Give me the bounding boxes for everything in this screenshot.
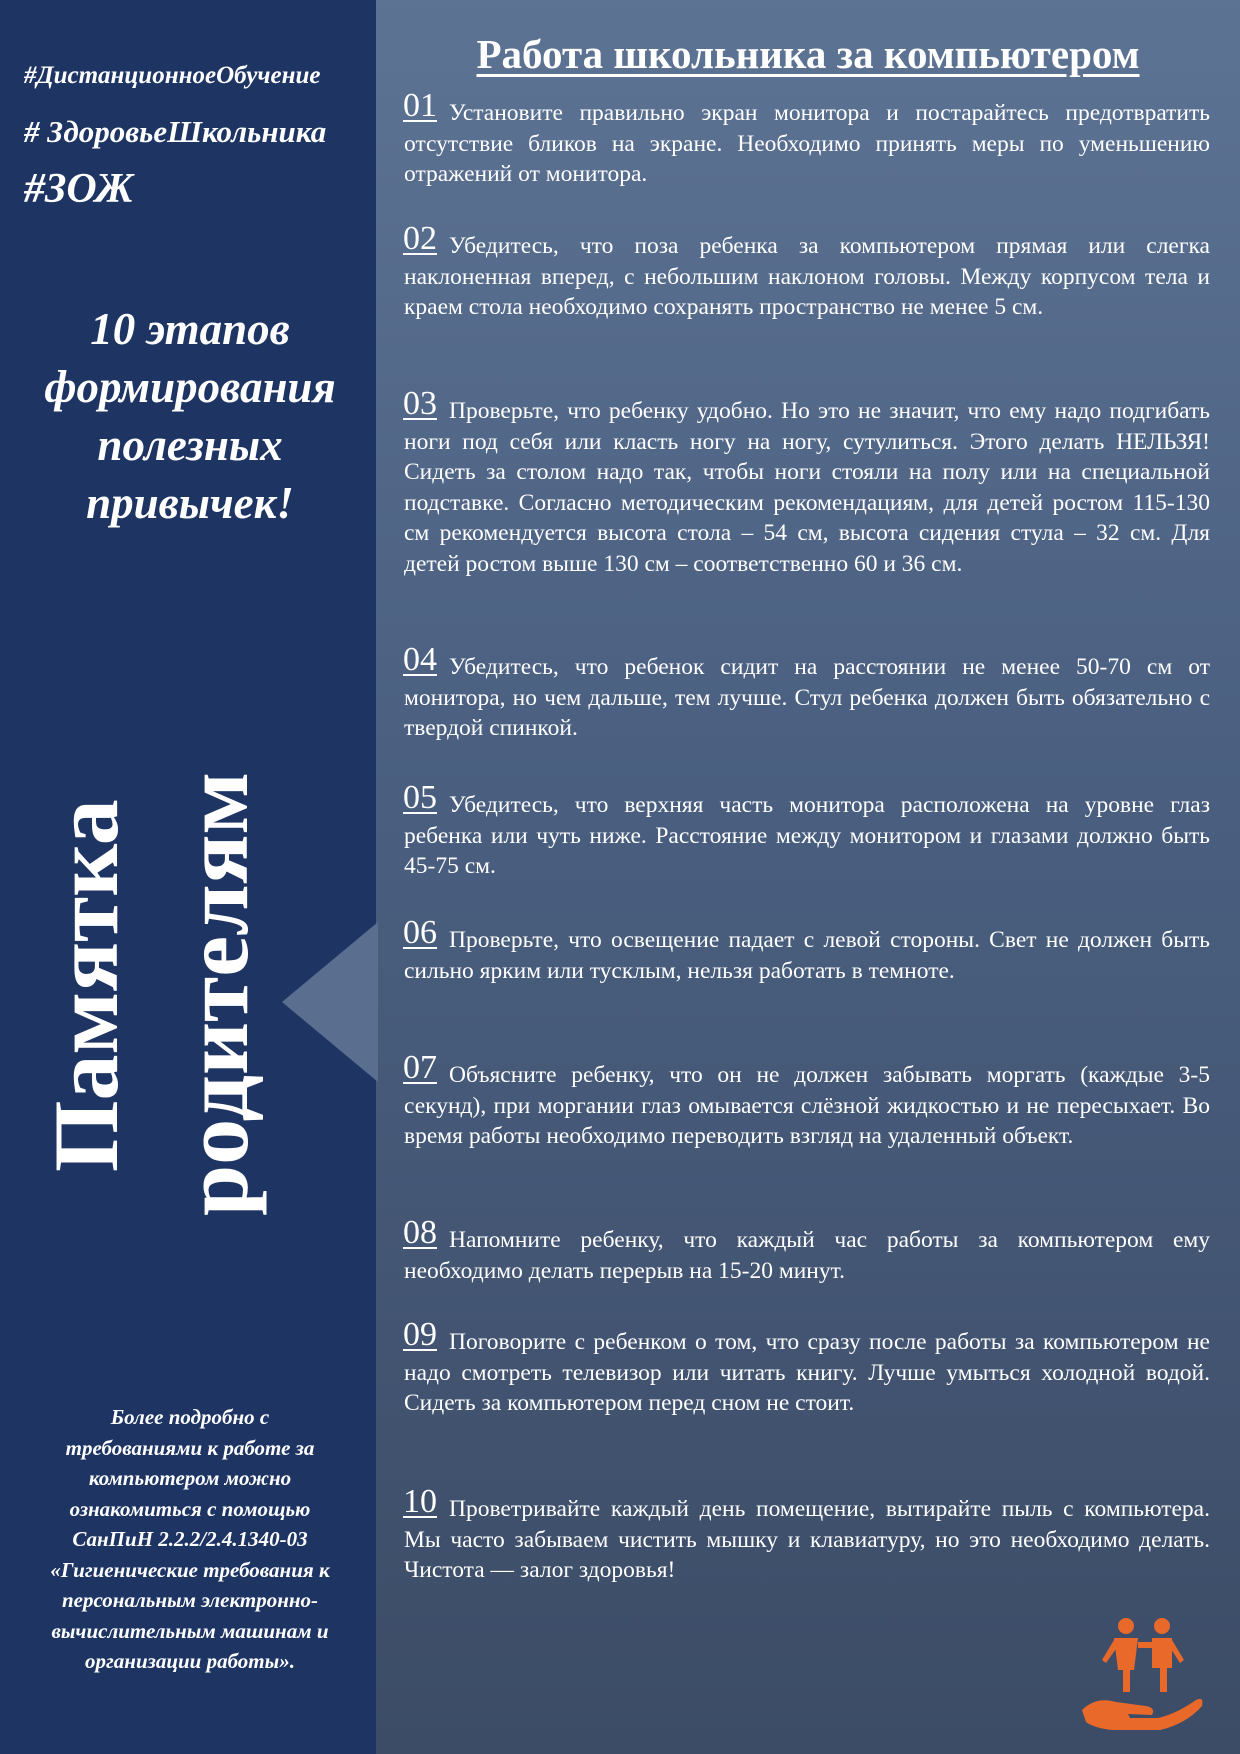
step-number: 03 (403, 385, 437, 422)
children-hand-logo-icon (1076, 1614, 1208, 1734)
stages-line: привычек! (86, 478, 294, 528)
footnote-line: Более подробно с (110, 1405, 270, 1429)
footnote-line: ознакомиться с помощью (69, 1496, 311, 1521)
step-number: 06 (403, 914, 437, 951)
footnote-line: организации работы». (85, 1649, 295, 1673)
step-item-10 (403, 1483, 1210, 1586)
pointer-triangle (282, 922, 378, 1082)
step-number: 10 (403, 1483, 437, 1520)
step-number: 01 (403, 87, 437, 124)
hashtag-remote-learning: #ДистанционноеОбучение (24, 62, 321, 89)
footnote-line: «Гигиенические требования к (50, 1557, 330, 1582)
step-item-09 (403, 1316, 1210, 1419)
step-item-04 (403, 641, 1210, 744)
step-text: Объясните ребенку, что он не должен забывать моргать (каждые 3-5 секунд), при моргании глаз омывается слёзной жидкостью и не пересыхает. Во время работы необходимо переводить взгляд на удаленный объект. (404, 1062, 1210, 1149)
step-item-07 (403, 1049, 1210, 1152)
step-text: Напомните ребенку, что каждый час работы за компьютером ему необходимо делать перерыв на 15-20 минут. (404, 1227, 1210, 1284)
step-text: Поговорите с ребенком о том, что сразу после работы за компьютером не надо смотреть телевизор или читать книгу. Лучше умыться холодной водой. Сидеть за компьютером перед сном не стоит. (404, 1329, 1210, 1416)
step-item-08 (403, 1214, 1210, 1286)
stages-line: формирования (44, 362, 336, 412)
vertical-title-memo: Памятка (35, 799, 137, 1172)
step-text: Проверьте, что освещение падает с левой стороны. Свет не должен быть сильно ярким или тусклым, нельзя работать в темноте. (404, 927, 1210, 984)
step-number: 08 (403, 1214, 437, 1251)
footnote-line: вычислительным машинам и (51, 1618, 329, 1643)
page-title: Работа школьника за компьютером (476, 31, 1140, 77)
step-number: 04 (403, 641, 437, 678)
step-item-05 (403, 779, 1210, 882)
step-text: Проветривайте каждый день помещение, вытирайте пыль с компьютера. Мы часто забываем чистить мышку и клавиатуру, но это необходимо делать. Чистота — залог здоровья! (404, 1496, 1210, 1583)
step-item-06 (403, 914, 1210, 986)
step-number: 05 (403, 779, 437, 816)
stages-heading (12, 300, 368, 532)
footnote-line: персональным электронно- (62, 1588, 318, 1612)
sanpin-footnote (14, 1402, 366, 1677)
step-text: Убедитесь, что верхняя часть монитора расположена на уровне глаз ребенка или чуть ниже. Расстояние между монитором и глазами должно быть 45-75 см. (404, 792, 1210, 879)
sidebar-panel (0, 0, 376, 1754)
step-item-02 (403, 220, 1210, 323)
step-text: Убедитесь, что ребенок сидит на расстоянии не менее 50-70 см от монитора, но чем дальше, тем лучше. Стул ребенка должен быть обязательно с твердой спинкой. (404, 654, 1210, 741)
step-number: 09 (403, 1316, 437, 1353)
step-item-03 (403, 385, 1210, 579)
step-text: Убедитесь, что поза ребенка за компьютером прямая или слегка наклоненная вперед, с небольшим наклоном головы. Между корпусом тела и краем стола необходимо сохранять пространство не менее 5 см. (404, 233, 1210, 320)
footnote-line: требованиями к работе за (65, 1435, 315, 1460)
vertical-title-parents: родителям (165, 771, 267, 1216)
footnote-line: СанПиН 2.2.2/2.4.1340-03 (72, 1527, 308, 1551)
hashtag-healthy-lifestyle: #ЗОЖ (24, 166, 134, 212)
step-text: Проверьте, что ребенку удобно. Но это не значит, что ему надо подгибать ноги под себя или класть ногу на ногу, сутулиться. Этого делать НЕЛЬЗЯ! Сидеть за столом надо так, чтобы ноги стояли на полу или на специальной подставке. Согласно методическим рекомендациям, для детей ростом 115-130 см рекомендуется высота стола – 54 см, высота сидения стула – 32 см. Для детей ростом выше 130 см – соответственно 60 и 36 см. (404, 398, 1210, 577)
stages-line: полезных (97, 420, 283, 470)
step-text: Установите правильно экран монитора и постарайтесь предотвратить отсутствие бликов на экране. Необходимо принять меры по уменьшению отражений от монитора. (404, 100, 1210, 187)
step-item-01 (403, 87, 1210, 190)
hashtag-student-health: # ЗдоровьеШкольника (24, 114, 327, 149)
hashtag-list (24, 48, 374, 218)
stages-line: 10 этапов (90, 304, 290, 354)
footnote-line: компьютером можно (88, 1466, 292, 1490)
step-number: 02 (403, 220, 437, 257)
step-number: 07 (403, 1049, 437, 1086)
